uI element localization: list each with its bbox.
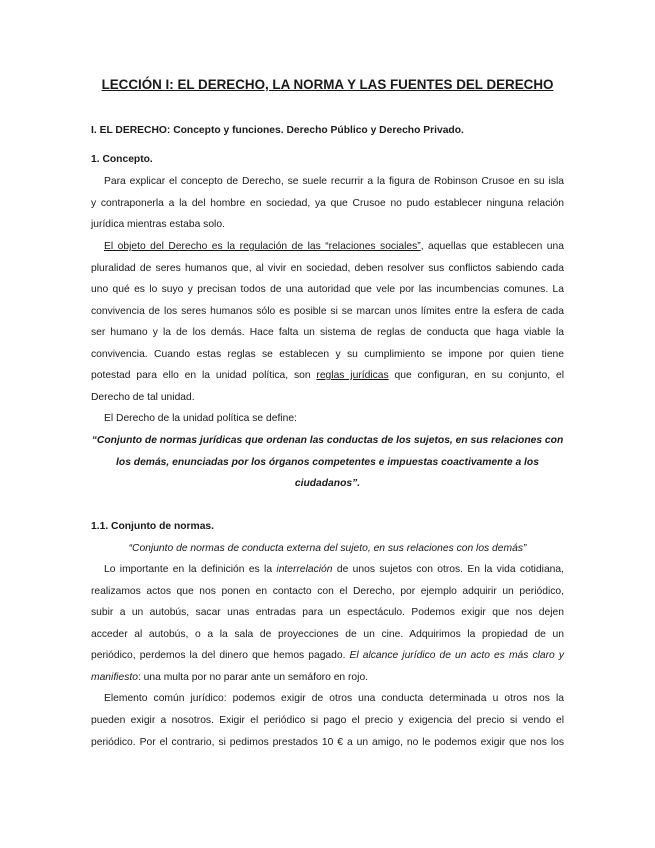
paragraph-line: ser humano y la de los demás. Hace falta un sistema de reglas de conducta que haga viable la: [91, 327, 564, 338]
paragraph-line: [91, 369, 564, 382]
paragraph-line: [104, 563, 564, 576]
italic-text: manifiesto: [91, 672, 138, 683]
italic-text: interrelación: [276, 564, 333, 575]
paragraph-line: pluralidad de seres humanos que, al vivir en sociedad, deben resolver sus conflictos sabiendo cada: [91, 263, 564, 274]
text-span: que configuran, en su conjunto, el: [388, 370, 564, 381]
definition-quote-line: “Conjunto de normas jurídicas que ordenan las conductas de los sujetos, en sus relaciones con: [91, 435, 564, 446]
paragraph-line: realizamos actos que nos ponen en contacto con el Derecho, por ejemplo adquirir un periódico,: [91, 586, 564, 597]
paragraph-line: convivencia. Cuando estas reglas se establecen y su cumplimiento se impone por quien tiene: [91, 349, 564, 360]
norms-quote: “Conjunto de normas de conducta externa del sujeto, en sus relaciones con los demás”: [128, 543, 527, 554]
underlined-text: reglas jurídicas: [316, 370, 389, 381]
subsection-heading-norms: 1.1. Conjunto de normas.: [91, 521, 215, 532]
paragraph-line: El Derecho de la unidad política se define:: [104, 413, 297, 424]
text-span: de unos sujetos con otros. En la vida cotidiana,: [332, 564, 564, 575]
paragraph-line: Derecho de tal unidad.: [91, 392, 195, 403]
paragraph-line: Para explicar el concepto de Derecho, se suele recurrir a la figura de Robinson Crusoe en su isla: [104, 176, 564, 187]
definition-quote-line: los demás, enunciadas por los órganos competentes e impuestas coactivamente a los: [116, 457, 539, 468]
underlined-text: El objeto del Derecho es la regulación de las “relaciones sociales”: [104, 241, 421, 252]
paragraph-line: convivencia de los seres humanos sólo es posible si se marcan unos límites entre la esfera de cada: [91, 306, 564, 317]
paragraph-line: [91, 649, 564, 662]
paragraph-line: [104, 240, 564, 253]
subsection-heading-concept: 1. Concepto.: [91, 154, 153, 165]
paragraph-line: jurídica mientras estaba solo.: [91, 219, 225, 230]
definition-quote-line: ciudadanos”.: [294, 478, 361, 489]
lesson-title: LECCIÓN I: EL DERECHO, LA NORMA Y LAS FUENTES DEL DERECHO: [101, 77, 554, 92]
paragraph-line: subir a un autobús, sacar unas entradas para un espectáculo. Podemos exigir que nos dejen: [91, 607, 564, 618]
paragraph-line: y contraponerla a la del hombre en sociedad, ya que Crusoe no pudo establecer ninguna relación: [91, 198, 564, 209]
text-span: periódico, perdemos la del dinero que hemos pagado.: [91, 650, 350, 661]
text-span: potestad para ello en la unidad política, son: [91, 370, 317, 381]
paragraph-line: periódico. Por el contrario, si pedimos prestados 10 € a un amigo, no le podemos exigir que nos los: [91, 737, 564, 748]
text-span: Lo importante en la definición es la: [104, 564, 277, 575]
paragraph-line: uno qué es lo suyo y precisan todos de una autoridad que vele por las incumbencias comunes. La: [91, 284, 564, 295]
text-span: : una multa por no parar ante un semáforo en rojo.: [137, 672, 369, 683]
paragraph-line: Elemento común jurídico: podemos exigir de otros una conducta determinada u otros nos la: [104, 693, 564, 704]
section-heading: I. EL DERECHO: Concepto y funciones. Derecho Público y Derecho Privado.: [91, 125, 464, 136]
italic-text: El alcance jurídico de un acto es más claro y: [349, 650, 564, 661]
paragraph-line: pueden exigir a nosotros. Exigir el periódico si pago el precio y exigencia del precio si vendo el: [91, 715, 564, 726]
paragraph-line: [91, 671, 564, 684]
paragraph-line: acceder al autobús, o a la sala de proyecciones de un cine. Adquirimos la propiedad de un: [91, 629, 564, 640]
text-span: , aquellas que establecen una: [420, 241, 564, 252]
